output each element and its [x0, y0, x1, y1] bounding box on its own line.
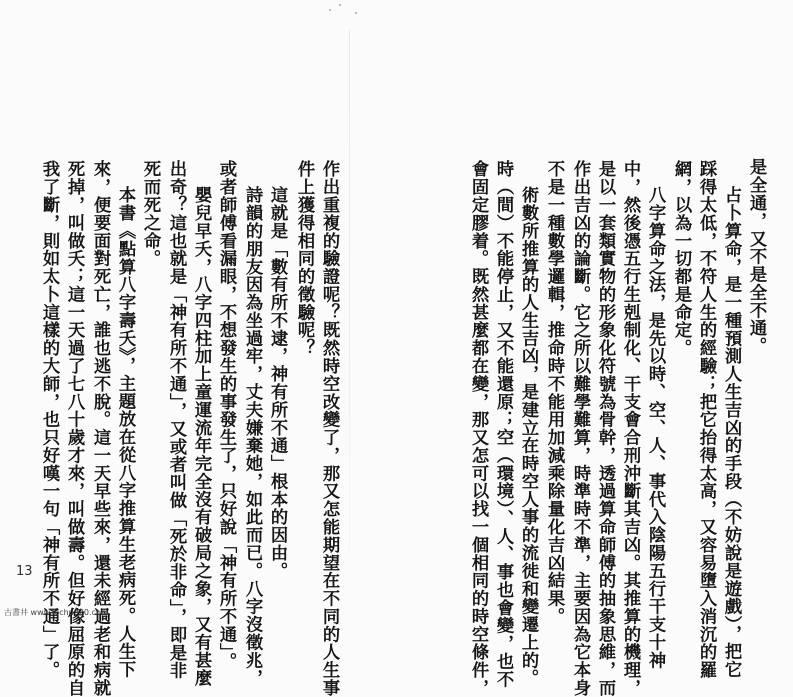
text-column-2: 占卜算命，是一種預測人生吉凶的手段（不妨說是遊戲），把它: [721, 186, 741, 679]
text-column-15: 這就是「數有所不逮，神有所不通」根本的因由。: [267, 186, 287, 580]
text-column-12: 會固定膠着。既然甚麼都在變，那又怎可以找一個相同的時空條件，: [468, 160, 488, 697]
text-column-10: 術數所推算的人生吉凶，是建立在時空人事的流徙和變遷上的。: [518, 186, 538, 687]
text-column-23: 死掉，叫做夭；這一天過了七八十歲才來，叫做壽。但好像屈原的自: [64, 160, 84, 697]
text-column-3: 踩得太低，不符人生的經驗；把它抬得太高，又容易墮入消沉的羅: [696, 160, 716, 679]
text-column-6: 中，然後憑五行生剋制化、干支會合刑沖斷其吉凶。其推算的機理，: [620, 160, 640, 697]
text-column-21: 本書《點算八字壽夭》，主題放在從八字推算生老病死。人生下: [115, 186, 135, 679]
scan-speck: [355, 12, 357, 14]
scan-speck: [329, 9, 331, 11]
text-column-19: 出奇？這也就是「神有所不通」，又或者叫做「死於非命」，即是非: [166, 160, 186, 680]
text-column-17: 或者師傅看漏眼，不想發生的事發生了，只好說「神有所不通」。: [216, 160, 236, 671]
text-column-1: 是全通，又不是全不通。: [746, 158, 766, 355]
watermark: 古書井 www.fcchu920.com: [4, 608, 109, 617]
text-column-5: 八字算命之法，是先以時、空、人、事代入陰陽五行干支十神: [645, 186, 665, 670]
text-column-13: 作出重複的驗證呢？既然時空改變了，那又怎能期望在不同的人生事: [319, 160, 339, 697]
text-column-9: 不是一種數學邏輯，推命時不能用加減乘除量化吉凶結果。: [544, 160, 564, 626]
text-column-20: 死而死之命。: [140, 160, 160, 268]
text-column-7: 是以一套類實物的形象化符號為骨幹，透過算命師傅的抽象思維，而: [595, 160, 615, 697]
text-column-24: 我了斷，則如太卜這樣的大師，也只好嘆一句「神有所不通」了。: [39, 160, 59, 679]
text-column-8: 作出吉凶的論斷。它之所以難學難算，時準時不準，主要因為它本身: [570, 160, 590, 697]
text-column-11: 時（間）不能停止，又不能還原；空（環境）、人、事也會變，也不: [493, 160, 513, 689]
page-spine: [349, 30, 350, 550]
scan-speck: [339, 4, 341, 6]
page-number: 13: [16, 564, 33, 579]
text-column-18: 嬰兒早夭，八字四柱加上童運流年完全沒有破局之象，又有甚麼: [191, 186, 211, 687]
text-column-14: 件上獲得相同的徵驗呢？: [294, 160, 314, 357]
text-column-16: 詩韻的朋友因為坐過牢，丈夫嫌棄她，如此而已。八字沒徵兆，: [242, 186, 262, 687]
text-column-4: 網，以為一切都是命定。: [671, 160, 691, 357]
text-column-22: 來，便要面對死亡，誰也逃不脫。這一天早些來，還未經過老和病就: [90, 160, 110, 697]
